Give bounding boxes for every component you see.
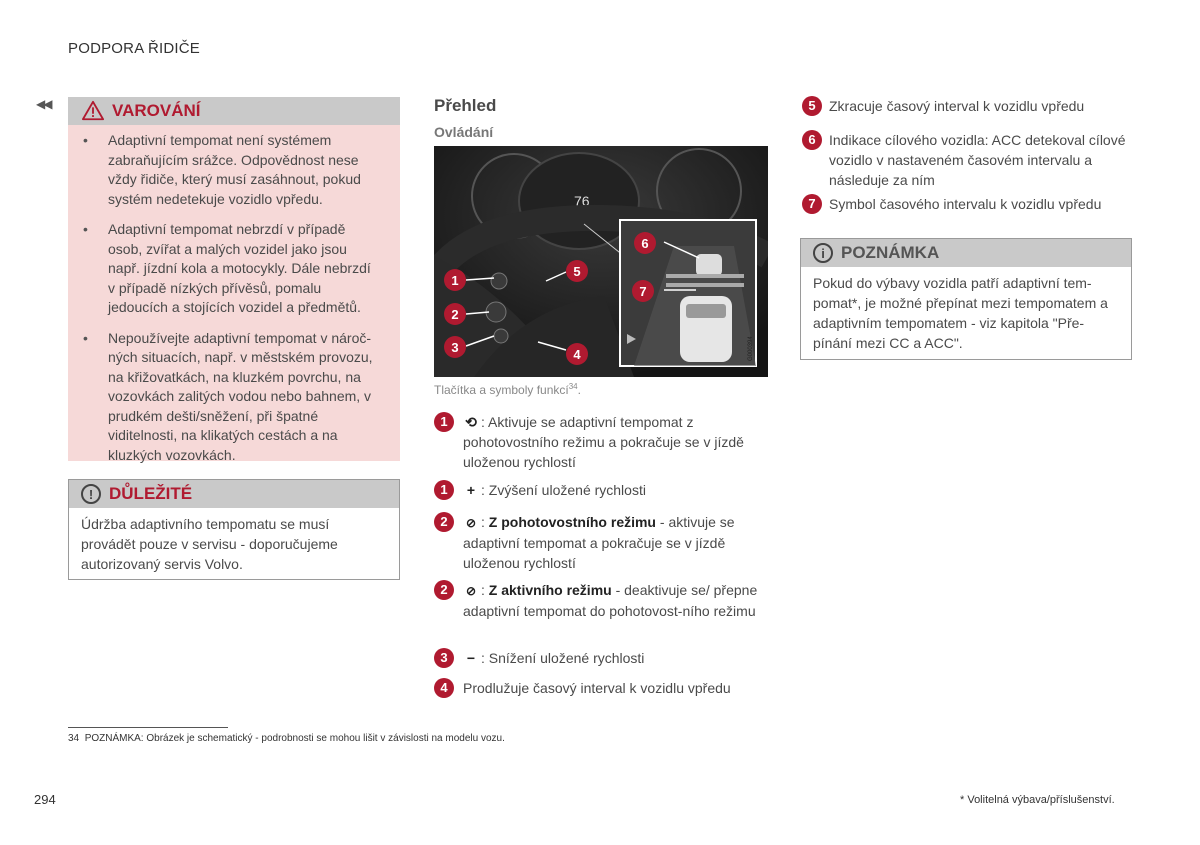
warning-list (68, 131, 400, 465)
warning-item (68, 329, 400, 466)
important-title: DŮLEŽITÉ (109, 484, 193, 503)
item-text-cont: ního režimu (682, 603, 756, 619)
cruise-active-icon: ⊘ (465, 584, 477, 598)
figure-badge-7: 7 (632, 280, 654, 302)
item-number-badge: 5 (802, 96, 822, 116)
note-text-c: pínání mezi CC a ACC". (813, 335, 963, 351)
item-number-badge: 3 (434, 648, 454, 668)
control-item (434, 678, 764, 698)
note-text (801, 267, 1131, 353)
item-text-bold: Z pohotovostního režimu (488, 514, 656, 530)
warning-item-text-b: ných situacích, např. v městském provozu, na křižovatkách, na kluzkém povrchu, na vozovkách zalitých vodou nebo bahnem, v prudkém dešti/sněžení, při špatné viditelnosti, na klikatých cestách a na kluzkých vozovkách. (108, 349, 373, 463)
control-item (434, 512, 764, 573)
controls-subheading: Ovládání (434, 124, 494, 140)
item-text-bold: Z aktivního režimu (488, 582, 612, 598)
footnote-divider (68, 727, 228, 728)
page-number: 294 (34, 792, 56, 807)
optional-equipment-note: * Volitelná výbava/příslušenství. (960, 794, 1115, 806)
item-text: : Snížení uložené rychlosti (481, 650, 645, 666)
legend-item (802, 96, 1132, 116)
figure-badge-1: 1 (444, 269, 466, 291)
item-text-pre: : (481, 582, 489, 598)
item-number-badge: 2 (434, 580, 454, 600)
item-number-badge: 4 (434, 678, 454, 698)
warning-item: • Adaptivní tempomat nebrzdí v případě osob, zvířat a malých vozidel jako jsou např. jízdní kola a motocykly. Dále nebrzdí v případě nízkých přívěsů, pomalu jedoucích a stojících vozidel a předmětů. (68, 220, 400, 318)
exclamation-icon: ! (81, 484, 101, 504)
important-text: Údržba adaptivního tempomatu se musí provádět pouze v servisu - doporučujeme autorizovaný servis Volvo. (81, 516, 338, 572)
resume-icon: ⟲ (465, 414, 477, 430)
item-text-pre: : (481, 514, 489, 530)
warning-item: • Adaptivní tempomat není systémem zabraňujícím srážce. Odpovědnost nese vždy řidiče, který musí zasáhnout, pokud systém nedetekuje vozidlo vpředu. (68, 131, 400, 209)
control-item (434, 580, 764, 621)
figure-badge-4: 4 (566, 343, 588, 365)
item-text: : Aktivuje se adaptivní tempomat z pohotovostního režimu a pokračuje se v jízdě uloženou rychlostí (463, 414, 744, 470)
overview-heading: Přehled (434, 96, 497, 115)
control-item (434, 480, 764, 500)
caption-text: Tlačítka a symboly funkcí (434, 383, 569, 397)
figure-badge-2: 2 (444, 303, 466, 325)
note-text-b: pomat*, je možné přepínat mezi tempomatem a adaptivním tempomatem - viz kapitola "Pře- (813, 295, 1108, 331)
warning-box (68, 97, 400, 461)
note-box (800, 238, 1132, 360)
caption-footnote-ref: 34 (568, 382, 578, 391)
note-title: POZNÁMKA (841, 243, 940, 262)
control-item (434, 648, 764, 668)
note-text-a: Pokud do výbavy vozidla patří adaptivní tem- (813, 275, 1092, 291)
warning-triangle-icon (82, 100, 104, 122)
legend-item (802, 194, 1132, 214)
important-box (68, 479, 400, 580)
item-text: Indikace cílového vozidla: ACC detekoval cílové vozidlo v nastaveném časovém intervalu a následuje za ním (829, 132, 1126, 188)
item-text: Zkracuje časový interval k vozidlu vpředu (829, 98, 1085, 114)
control-item (434, 412, 764, 472)
section-header: PODPORA ŘIDIČE (68, 40, 200, 57)
item-number-badge: 7 (802, 194, 822, 214)
warning-title-bar (68, 97, 400, 125)
figure-code: G000394 (748, 336, 754, 361)
footnote-text: POZNÁMKA: Obrázek je schematický - podrobnosti se mohou lišit v závislosti na modelu vozu. (84, 733, 505, 744)
back-arrows-icon[interactable]: ◀◀ (36, 97, 51, 111)
note-title-bar (801, 239, 1131, 267)
figure-caption: Tlačítka a symboly funkcí$^{34}$. (434, 382, 581, 397)
item-number-badge: 6 (802, 130, 822, 150)
item-text-post: - aktivuje se adaptivní tempomat a pokračuje se v jízdě uloženou rychlostí (463, 514, 735, 571)
info-icon: i (813, 243, 833, 263)
plus-icon: + (466, 482, 476, 498)
item-text: Prodlužuje časový interval k vozidlu vpředu (463, 680, 731, 696)
warning-title: VAROVÁNÍ (112, 101, 201, 120)
item-text: : Zvýšení uložené rychlosti (481, 482, 646, 498)
minus-icon: − (466, 650, 476, 666)
legend-item (802, 130, 1132, 190)
item-text-post: - deaktivuje se/ přepne adaptivní tempomat do pohotovost- (463, 582, 758, 619)
item-number-badge: 2 (434, 512, 454, 532)
item-number-badge: 1 (434, 480, 454, 500)
footnote (68, 733, 505, 744)
cruise-standby-icon: ⊘ (465, 516, 477, 530)
item-number-badge: 1 (434, 412, 454, 432)
figure-badge-3: 3 (444, 336, 466, 358)
steering-wheel-figure (434, 146, 768, 377)
figure-badge-5: 5 (566, 260, 588, 282)
speed-readout: 76 (574, 193, 590, 209)
figure-badge-6: 6 (634, 232, 656, 254)
item-text: Symbol časového intervalu k vozidlu vpředu (829, 196, 1102, 212)
footnote-number: 34 (68, 733, 80, 744)
important-title-bar (69, 480, 399, 508)
target-car (696, 254, 722, 276)
warning-item-text-a: Nepoužívejte adaptivní tempomat v nároč- (108, 329, 372, 346)
figure-illustration (434, 146, 768, 377)
